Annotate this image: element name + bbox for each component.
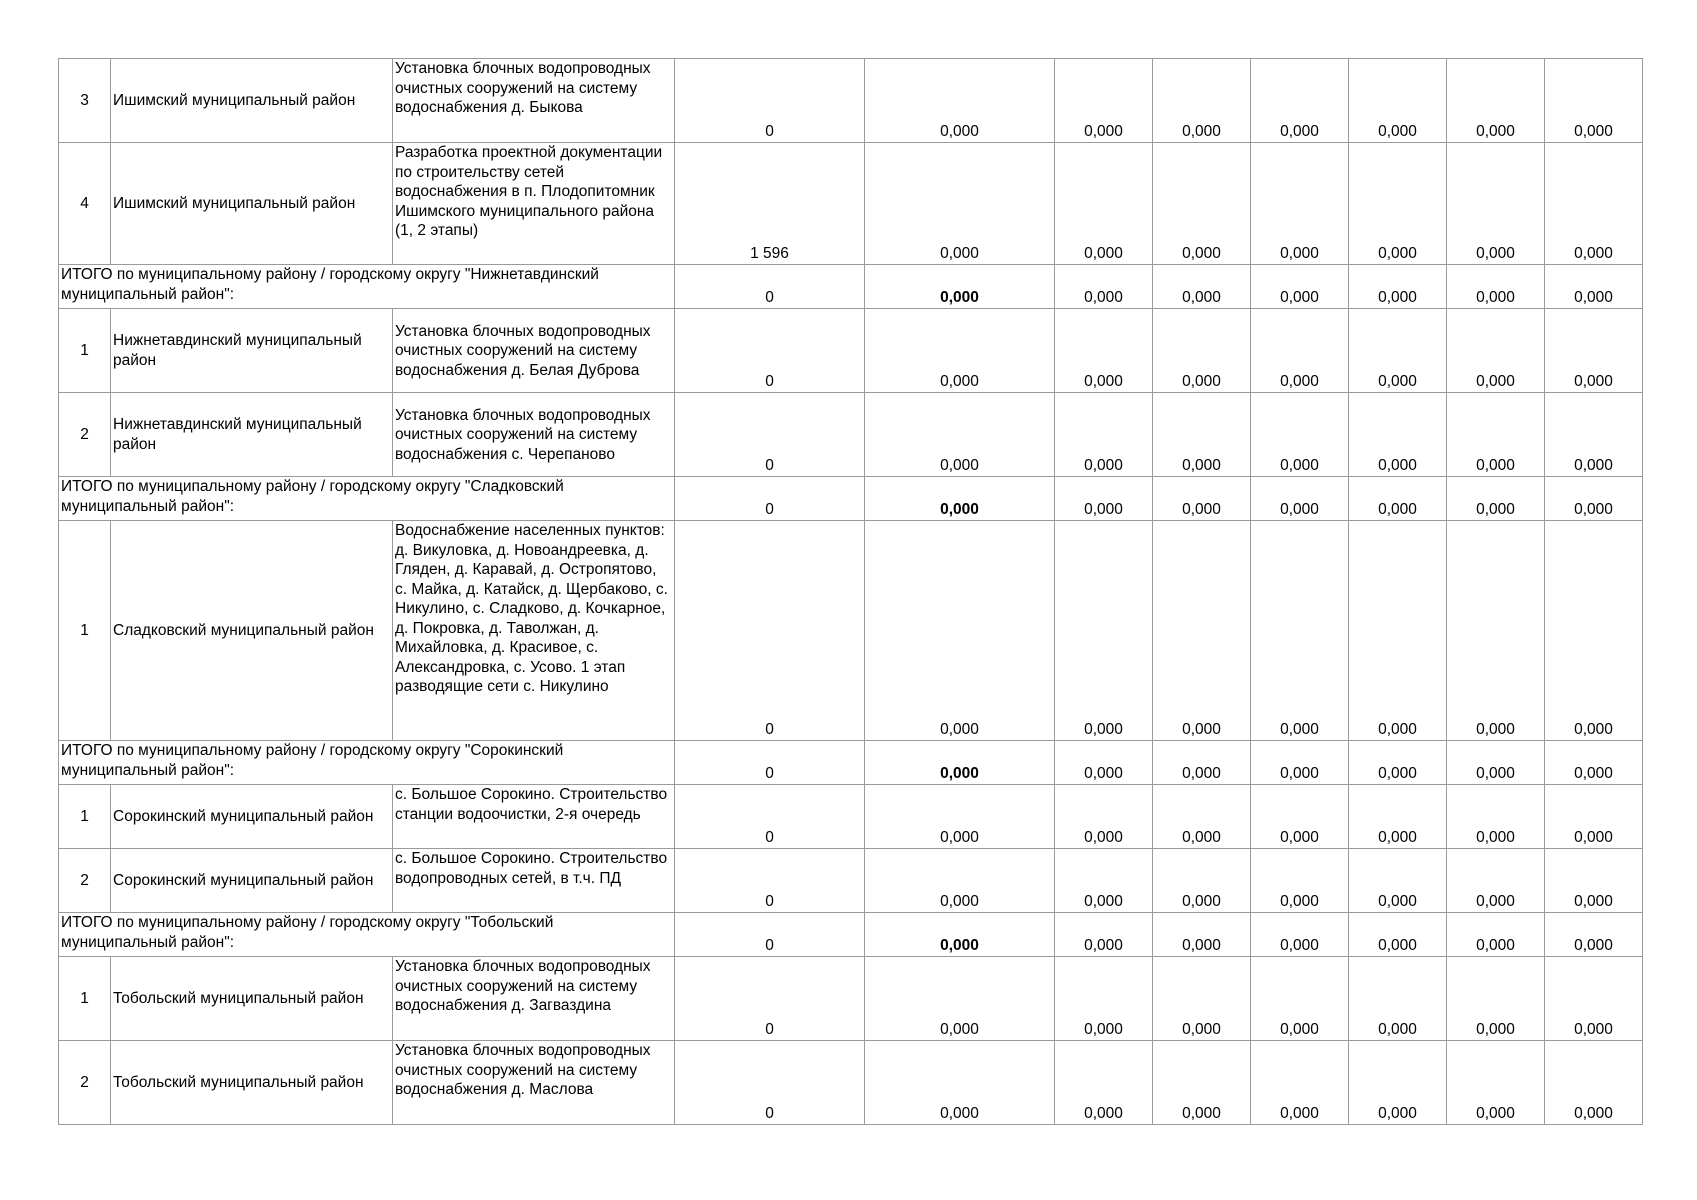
year-value: 0,000 — [1251, 913, 1349, 957]
year-value: 0,000 — [1055, 521, 1153, 741]
year-value: 0,000 — [1251, 265, 1349, 309]
estimated-cost: 1 596 — [675, 143, 865, 265]
project-description — [393, 309, 675, 393]
total-row — [59, 741, 1643, 785]
project-description-text: с. Большое Сорокино. Строительство водопроводных сетей, в т.ч. ПД — [395, 850, 668, 887]
year-value: 0,000 — [1251, 521, 1349, 741]
year-value: 0,000 — [1349, 521, 1447, 741]
project-description — [393, 521, 675, 741]
table-row — [59, 59, 1643, 143]
year-value: 0,000 — [1447, 393, 1545, 477]
year-value: 0,000 — [1349, 785, 1447, 849]
table-row — [59, 785, 1643, 849]
year-value: 0,000 — [1349, 913, 1447, 957]
total-label: ИТОГО по муниципальному району / городскому округу "Тобольский муниципальный район": — [59, 913, 675, 957]
estimated-cost: 0 — [675, 265, 865, 309]
project-description-text: Установка блочных водопроводных очистных сооружений на систему водоснабжения д. Белая Дуброва — [395, 322, 651, 379]
year-value: 0,000 — [1447, 143, 1545, 265]
year-value: 0,000 — [1055, 477, 1153, 521]
district-name: Нижнетавдинский муниципальный район — [111, 393, 393, 477]
amount-value: 0,000 — [865, 477, 1055, 521]
year-value: 0,000 — [1545, 393, 1643, 477]
year-value: 0,000 — [1055, 143, 1153, 265]
amount-value: 0,000 — [865, 957, 1055, 1041]
year-value: 0,000 — [1251, 957, 1349, 1041]
year-value: 0,000 — [1251, 849, 1349, 913]
district-name: Сладковский муниципальный район — [111, 521, 393, 741]
year-value: 0,000 — [1349, 265, 1447, 309]
amount-value: 0,000 — [865, 785, 1055, 849]
year-value: 0,000 — [1251, 143, 1349, 265]
row-number: 1 — [59, 521, 111, 741]
project-description — [393, 1041, 675, 1125]
year-value: 0,000 — [1447, 309, 1545, 393]
year-value: 0,000 — [1545, 1041, 1643, 1125]
amount-value: 0,000 — [865, 849, 1055, 913]
estimated-cost: 0 — [675, 957, 865, 1041]
year-value: 0,000 — [1055, 59, 1153, 143]
project-description — [393, 785, 675, 849]
year-value: 0,000 — [1447, 477, 1545, 521]
year-value: 0,000 — [1153, 265, 1251, 309]
project-description — [393, 393, 675, 477]
estimated-cost: 0 — [675, 785, 865, 849]
total-row — [59, 477, 1643, 521]
year-value: 0,000 — [1447, 785, 1545, 849]
year-value: 0,000 — [1055, 913, 1153, 957]
year-value: 0,000 — [1349, 393, 1447, 477]
district-name: Нижнетавдинский муниципальный район — [111, 309, 393, 393]
year-value: 0,000 — [1055, 393, 1153, 477]
amount-value: 0,000 — [865, 59, 1055, 143]
amount-value: 0,000 — [865, 1041, 1055, 1125]
year-value: 0,000 — [1153, 849, 1251, 913]
year-value: 0,000 — [1153, 785, 1251, 849]
year-value: 0,000 — [1251, 1041, 1349, 1125]
year-value: 0,000 — [1153, 957, 1251, 1041]
year-value: 0,000 — [1349, 1041, 1447, 1125]
year-value: 0,000 — [1251, 309, 1349, 393]
project-description — [393, 59, 675, 143]
year-value: 0,000 — [1055, 1041, 1153, 1125]
year-value: 0,000 — [1447, 521, 1545, 741]
estimated-cost: 0 — [675, 521, 865, 741]
year-value: 0,000 — [1545, 477, 1643, 521]
year-value: 0,000 — [1349, 309, 1447, 393]
year-value: 0,000 — [1055, 265, 1153, 309]
budget-table — [58, 58, 1643, 1125]
year-value: 0,000 — [1153, 143, 1251, 265]
row-number: 2 — [59, 849, 111, 913]
year-value: 0,000 — [1153, 521, 1251, 741]
project-description-text: с. Большое Сорокино. Строительство станции водоочистки, 2-я очередь — [395, 786, 668, 823]
year-value: 0,000 — [1447, 265, 1545, 309]
project-description-text: Установка блочных водопроводных очистных сооружений на систему водоснабжения д. Маслова — [395, 1042, 651, 1098]
year-value: 0,000 — [1545, 309, 1643, 393]
project-description — [393, 957, 675, 1041]
project-description — [393, 143, 675, 265]
year-value: 0,000 — [1545, 741, 1643, 785]
total-row — [59, 913, 1643, 957]
year-value: 0,000 — [1153, 477, 1251, 521]
year-value: 0,000 — [1153, 741, 1251, 785]
year-value: 0,000 — [1349, 957, 1447, 1041]
year-value: 0,000 — [1447, 741, 1545, 785]
estimated-cost: 0 — [675, 849, 865, 913]
year-value: 0,000 — [1153, 1041, 1251, 1125]
total-label: ИТОГО по муниципальному району / городскому округу "Сорокинский муниципальный район": — [59, 741, 675, 785]
estimated-cost: 0 — [675, 1041, 865, 1125]
year-value: 0,000 — [1349, 741, 1447, 785]
project-description-text: Установка блочных водопроводных очистных сооружений на систему водоснабжения д. Быкова — [395, 60, 651, 116]
row-number: 3 — [59, 59, 111, 143]
estimated-cost: 0 — [675, 59, 865, 143]
project-description-text: Водоснабжение населенных пунктов: д. Викуловка, д. Новоандреевка, д. Гляден, д. Каравай, д. Остропятово, с. Майка, д. Катайск, д. Щербаково, с. Никулино, с. Сладково, д. Кочкарное, д. Покровка, д. Таволжан, д. Михайловка, д. Красивое, с. Александровка, с. Усово. 1 этап разводящие сети с. Никулино — [395, 522, 668, 695]
year-value: 0,000 — [1153, 309, 1251, 393]
year-value: 0,000 — [1447, 1041, 1545, 1125]
project-description-text: Установка блочных водопроводных очистных сооружений на систему водоснабжения с. Черепаново — [395, 406, 651, 463]
year-value: 0,000 — [1447, 913, 1545, 957]
row-number: 1 — [59, 957, 111, 1041]
row-number: 1 — [59, 309, 111, 393]
project-description — [393, 849, 675, 913]
total-label: ИТОГО по муниципальному району / городскому округу "Нижнетавдинский муниципальный район": — [59, 265, 675, 309]
year-value: 0,000 — [1545, 143, 1643, 265]
row-number: 1 — [59, 785, 111, 849]
district-name: Ишимский муниципальный район — [111, 143, 393, 265]
year-value: 0,000 — [1251, 477, 1349, 521]
year-value: 0,000 — [1055, 849, 1153, 913]
year-value: 0,000 — [1447, 59, 1545, 143]
row-number: 2 — [59, 393, 111, 477]
total-label: ИТОГО по муниципальному району / городскому округу "Сладковский муниципальный район": — [59, 477, 675, 521]
estimated-cost: 0 — [675, 913, 865, 957]
table-row — [59, 849, 1643, 913]
amount-value: 0,000 — [865, 913, 1055, 957]
year-value: 0,000 — [1055, 785, 1153, 849]
estimated-cost: 0 — [675, 393, 865, 477]
amount-value: 0,000 — [865, 309, 1055, 393]
year-value: 0,000 — [1545, 265, 1643, 309]
district-name: Тобольский муниципальный район — [111, 957, 393, 1041]
year-value: 0,000 — [1545, 849, 1643, 913]
year-value: 0,000 — [1251, 59, 1349, 143]
year-value: 0,000 — [1545, 521, 1643, 741]
table-row — [59, 521, 1643, 741]
year-value: 0,000 — [1349, 477, 1447, 521]
year-value: 0,000 — [1349, 143, 1447, 265]
year-value: 0,000 — [1055, 309, 1153, 393]
amount-value: 0,000 — [865, 521, 1055, 741]
year-value: 0,000 — [1447, 957, 1545, 1041]
table-row — [59, 143, 1643, 265]
district-name: Сорокинский муниципальный район — [111, 849, 393, 913]
table-row — [59, 309, 1643, 393]
table-body — [59, 59, 1643, 1125]
year-value: 0,000 — [1545, 913, 1643, 957]
amount-value: 0,000 — [865, 143, 1055, 265]
year-value: 0,000 — [1153, 913, 1251, 957]
year-value: 0,000 — [1055, 957, 1153, 1041]
year-value: 0,000 — [1055, 741, 1153, 785]
year-value: 0,000 — [1153, 393, 1251, 477]
table-row — [59, 1041, 1643, 1125]
estimated-cost: 0 — [675, 741, 865, 785]
year-value: 0,000 — [1251, 741, 1349, 785]
table-row — [59, 393, 1643, 477]
total-row — [59, 265, 1643, 309]
district-name: Ишимский муниципальный район — [111, 59, 393, 143]
amount-value: 0,000 — [865, 265, 1055, 309]
amount-value: 0,000 — [865, 393, 1055, 477]
project-description-text: Установка блочных водопроводных очистных сооружений на систему водоснабжения д. Загваздина — [395, 958, 651, 1014]
district-name: Сорокинский муниципальный район — [111, 785, 393, 849]
year-value: 0,000 — [1545, 785, 1643, 849]
table-row — [59, 957, 1643, 1041]
row-number: 4 — [59, 143, 111, 265]
year-value: 0,000 — [1251, 393, 1349, 477]
year-value: 0,000 — [1251, 785, 1349, 849]
project-description-text: Разработка проектной документации по строительству сетей водоснабжения в п. Плодопитомник Ишимского муниципального района (1, 2 этапы) — [395, 144, 663, 239]
amount-value: 0,000 — [865, 741, 1055, 785]
year-value: 0,000 — [1545, 957, 1643, 1041]
year-value: 0,000 — [1349, 849, 1447, 913]
estimated-cost: 0 — [675, 477, 865, 521]
row-number: 2 — [59, 1041, 111, 1125]
year-value: 0,000 — [1349, 59, 1447, 143]
year-value: 0,000 — [1545, 59, 1643, 143]
estimated-cost: 0 — [675, 309, 865, 393]
district-name: Тобольский муниципальный район — [111, 1041, 393, 1125]
year-value: 0,000 — [1153, 59, 1251, 143]
year-value: 0,000 — [1447, 849, 1545, 913]
